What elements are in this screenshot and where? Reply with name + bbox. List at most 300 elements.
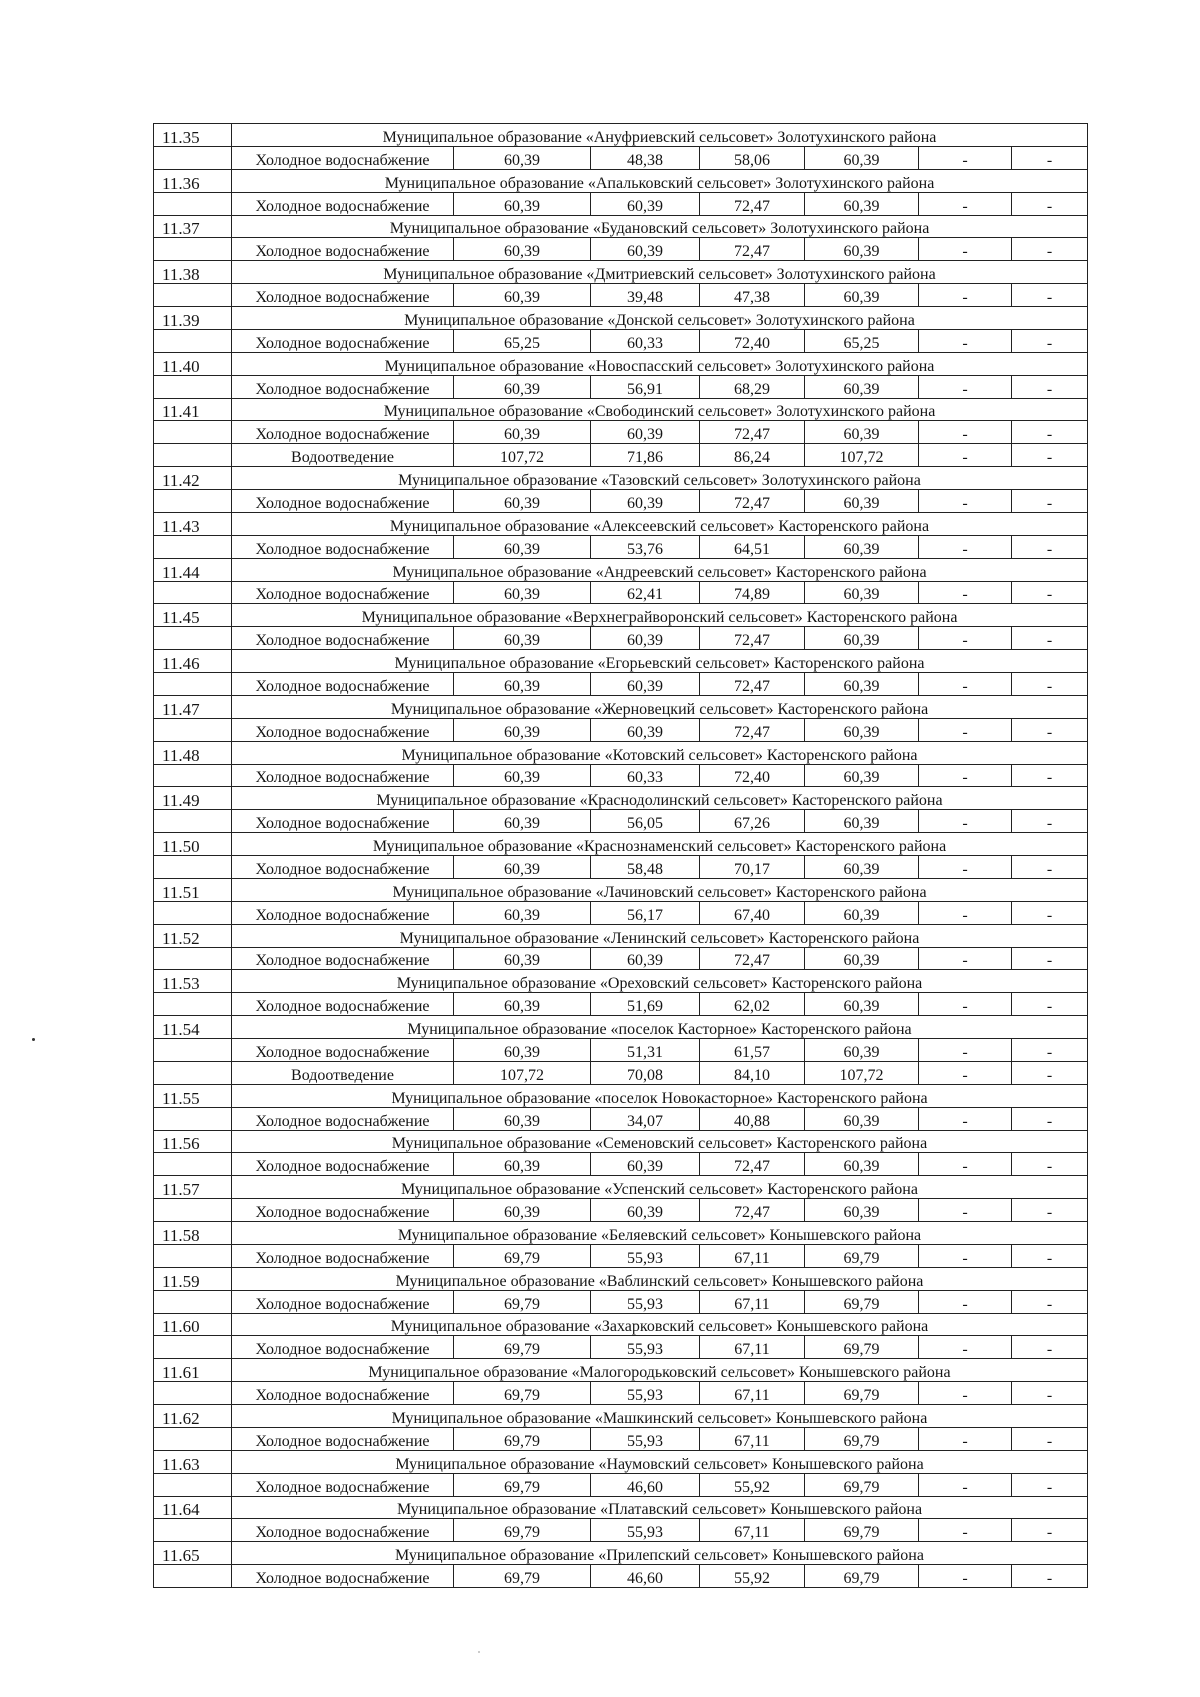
- tariff-value: 69,79: [454, 1519, 591, 1542]
- table-row: [154, 1290, 1088, 1313]
- service-name: Холодное водоснабжение: [232, 1039, 454, 1062]
- section-number: 11.38: [154, 261, 232, 284]
- table-row: [154, 238, 1088, 261]
- section-header-row: [154, 1496, 1088, 1519]
- tariff-value: 69,79: [805, 1473, 919, 1496]
- tariff-value: 60,39: [454, 284, 591, 307]
- empty-number-cell: [154, 764, 232, 787]
- tariff-value: 55,93: [591, 1382, 700, 1405]
- table-row: [154, 329, 1088, 352]
- service-name: Холодное водоснабжение: [232, 1153, 454, 1176]
- tariff-value: 69,79: [805, 1382, 919, 1405]
- empty-number-cell: [154, 810, 232, 833]
- tariff-value: 60,39: [454, 490, 591, 513]
- section-title: Муниципальное образование «Ануфриевский сельсовет» Золотухинского района: [232, 124, 1088, 147]
- tariff-value: 84,10: [700, 1061, 805, 1084]
- empty-number-cell: [154, 375, 232, 398]
- section-number: 11.65: [154, 1542, 232, 1565]
- tariff-value: 72,47: [700, 490, 805, 513]
- section-number: 11.45: [154, 604, 232, 627]
- tariff-value: 107,72: [454, 1061, 591, 1084]
- section-header-row: [154, 650, 1088, 673]
- service-name: Холодное водоснабжение: [232, 238, 454, 261]
- tariff-value: -: [919, 329, 1012, 352]
- service-name: Холодное водоснабжение: [232, 673, 454, 696]
- tariff-value: 60,39: [805, 993, 919, 1016]
- tariff-value: 60,39: [454, 1199, 591, 1222]
- tariff-value: 60,39: [805, 421, 919, 444]
- tariff-value: -: [1012, 1061, 1088, 1084]
- tariff-value: 72,47: [700, 673, 805, 696]
- table-row: [154, 764, 1088, 787]
- section-title: Муниципальное образование «Малогородьковский сельсовет» Конышевского района: [232, 1359, 1088, 1382]
- tariff-value: -: [919, 1061, 1012, 1084]
- section-number: 11.41: [154, 398, 232, 421]
- empty-number-cell: [154, 1107, 232, 1130]
- tariff-value: 86,24: [700, 444, 805, 467]
- empty-number-cell: [154, 444, 232, 467]
- tariff-value: -: [919, 1382, 1012, 1405]
- section-number: 11.55: [154, 1084, 232, 1107]
- tariff-value: 72,47: [700, 947, 805, 970]
- empty-number-cell: [154, 581, 232, 604]
- tariff-value: -: [919, 1519, 1012, 1542]
- service-name: Холодное водоснабжение: [232, 810, 454, 833]
- tariff-value: 69,79: [805, 1336, 919, 1359]
- tariff-value: 60,39: [805, 1199, 919, 1222]
- tariff-value: 60,39: [454, 1153, 591, 1176]
- section-title: Муниципальное образование «Котовский сельсовет» Касторенского района: [232, 741, 1088, 764]
- section-number: 11.58: [154, 1222, 232, 1245]
- tariff-table: [153, 123, 1088, 1588]
- tariff-value: 69,79: [454, 1565, 591, 1588]
- section-number: 11.52: [154, 924, 232, 947]
- service-name: Холодное водоснабжение: [232, 581, 454, 604]
- tariff-value: 69,79: [454, 1427, 591, 1450]
- tariff-value: 60,39: [454, 810, 591, 833]
- table-row: [154, 444, 1088, 467]
- tariff-value: 60,39: [591, 718, 700, 741]
- tariff-value: 60,39: [805, 238, 919, 261]
- tariff-value: -: [919, 947, 1012, 970]
- empty-number-cell: [154, 1565, 232, 1588]
- tariff-value: 67,11: [700, 1519, 805, 1542]
- section-header-row: [154, 1267, 1088, 1290]
- section-header-row: [154, 1016, 1088, 1039]
- section-header-row: [154, 695, 1088, 718]
- tariff-value: -: [919, 1565, 1012, 1588]
- tariff-value: 67,26: [700, 810, 805, 833]
- tariff-value: 74,89: [700, 581, 805, 604]
- tariff-value: 51,31: [591, 1039, 700, 1062]
- section-header-row: [154, 787, 1088, 810]
- section-title: Муниципальное образование «Апальковский сельсовет» Золотухинского района: [232, 169, 1088, 192]
- empty-number-cell: [154, 901, 232, 924]
- service-name: Холодное водоснабжение: [232, 901, 454, 924]
- section-title: Муниципальное образование «Будановский сельсовет» Золотухинского района: [232, 215, 1088, 238]
- tariff-value: 60,33: [591, 329, 700, 352]
- tariff-value: 60,39: [454, 238, 591, 261]
- service-name: Холодное водоснабжение: [232, 375, 454, 398]
- section-number: 11.60: [154, 1313, 232, 1336]
- tariff-value: -: [919, 535, 1012, 558]
- service-name: Холодное водоснабжение: [232, 1336, 454, 1359]
- tariff-value: 46,60: [591, 1565, 700, 1588]
- tariff-value: 60,39: [805, 284, 919, 307]
- tariff-value: -: [919, 238, 1012, 261]
- service-name: Холодное водоснабжение: [232, 284, 454, 307]
- tariff-value: -: [1012, 718, 1088, 741]
- tariff-value: 56,05: [591, 810, 700, 833]
- section-title: Муниципальное образование «Машкинский сельсовет» Конышевского района: [232, 1405, 1088, 1428]
- tariff-value: 67,40: [700, 901, 805, 924]
- section-number: 11.42: [154, 467, 232, 490]
- tariff-value: -: [919, 1107, 1012, 1130]
- tariff-value: 34,07: [591, 1107, 700, 1130]
- tariff-value: 39,48: [591, 284, 700, 307]
- tariff-value: -: [1012, 1519, 1088, 1542]
- tariff-value: 69,79: [805, 1244, 919, 1267]
- tariff-value: 60,39: [454, 627, 591, 650]
- tariff-value: 60,39: [454, 673, 591, 696]
- section-number: 11.39: [154, 307, 232, 330]
- tariff-value: 60,39: [805, 947, 919, 970]
- tariff-value: 69,79: [454, 1473, 591, 1496]
- empty-number-cell: [154, 1199, 232, 1222]
- section-header-row: [154, 512, 1088, 535]
- tariff-value: 107,72: [805, 444, 919, 467]
- tariff-value: 72,47: [700, 718, 805, 741]
- tariff-value: -: [919, 810, 1012, 833]
- tariff-value: -: [1012, 1565, 1088, 1588]
- tariff-value: -: [919, 421, 1012, 444]
- table-row: [154, 1107, 1088, 1130]
- tariff-value: -: [919, 192, 1012, 215]
- section-number: 11.63: [154, 1450, 232, 1473]
- tariff-value: 47,38: [700, 284, 805, 307]
- tariff-value: 69,79: [805, 1565, 919, 1588]
- tariff-value: -: [919, 993, 1012, 1016]
- table-row: [154, 1061, 1088, 1084]
- section-title: Муниципальное образование «Краснознаменский сельсовет» Касторенского района: [232, 833, 1088, 856]
- empty-number-cell: [154, 1473, 232, 1496]
- table-row: [154, 627, 1088, 650]
- tariff-value: -: [1012, 1382, 1088, 1405]
- table-row: [154, 1427, 1088, 1450]
- section-number: 11.40: [154, 352, 232, 375]
- section-title: Муниципальное образование «Семеновский сельсовет» Касторенского района: [232, 1130, 1088, 1153]
- empty-number-cell: [154, 490, 232, 513]
- table-row: [154, 1519, 1088, 1542]
- tariff-value: 67,11: [700, 1382, 805, 1405]
- section-header-row: [154, 1542, 1088, 1565]
- section-header-row: [154, 878, 1088, 901]
- section-title: Муниципальное образование «Платавский сельсовет» Конышевского района: [232, 1496, 1088, 1519]
- tariff-value: 64,51: [700, 535, 805, 558]
- section-header-row: [154, 1405, 1088, 1428]
- tariff-value: -: [1012, 810, 1088, 833]
- tariff-value: 60,39: [805, 1039, 919, 1062]
- section-title: Муниципальное образование «Беляевский сельсовет» Конышевского района: [232, 1222, 1088, 1245]
- table-row: [154, 375, 1088, 398]
- service-name: Холодное водоснабжение: [232, 1519, 454, 1542]
- table-row: [154, 1039, 1088, 1062]
- section-number: 11.46: [154, 650, 232, 673]
- tariff-value: 72,47: [700, 238, 805, 261]
- section-number: 11.49: [154, 787, 232, 810]
- tariff-value: 60,39: [591, 1199, 700, 1222]
- tariff-value: -: [1012, 581, 1088, 604]
- section-number: 11.51: [154, 878, 232, 901]
- table-row: [154, 490, 1088, 513]
- section-number: 11.54: [154, 1016, 232, 1039]
- tariff-value: 48,38: [591, 146, 700, 169]
- tariff-value: 46,60: [591, 1473, 700, 1496]
- tariff-value: 60,39: [805, 856, 919, 879]
- tariff-value: 72,40: [700, 764, 805, 787]
- service-name: Холодное водоснабжение: [232, 1382, 454, 1405]
- tariff-value: 60,39: [591, 1153, 700, 1176]
- tariff-value: 55,93: [591, 1290, 700, 1313]
- section-number: 11.59: [154, 1267, 232, 1290]
- tariff-value: 61,57: [700, 1039, 805, 1062]
- section-number: 11.47: [154, 695, 232, 718]
- empty-number-cell: [154, 718, 232, 741]
- tariff-value: 62,02: [700, 993, 805, 1016]
- tariff-value: 60,39: [805, 581, 919, 604]
- tariff-value: -: [1012, 444, 1088, 467]
- service-name: Водоотведение: [232, 444, 454, 467]
- empty-number-cell: [154, 1427, 232, 1450]
- service-name: Холодное водоснабжение: [232, 993, 454, 1016]
- tariff-value: 40,88: [700, 1107, 805, 1130]
- section-header-row: [154, 124, 1088, 147]
- tariff-value: -: [1012, 673, 1088, 696]
- tariff-value: -: [1012, 1039, 1088, 1062]
- tariff-value: -: [1012, 284, 1088, 307]
- tariff-value: 69,79: [454, 1336, 591, 1359]
- tariff-value: 58,06: [700, 146, 805, 169]
- tariff-value: 69,79: [805, 1519, 919, 1542]
- tariff-value: -: [1012, 627, 1088, 650]
- tariff-value: 60,39: [591, 627, 700, 650]
- tariff-value: -: [1012, 1199, 1088, 1222]
- tariff-value: -: [1012, 329, 1088, 352]
- tariff-value: -: [919, 718, 1012, 741]
- table-row: [154, 718, 1088, 741]
- table-row: [154, 1153, 1088, 1176]
- table-row: [154, 146, 1088, 169]
- tariff-value: -: [1012, 192, 1088, 215]
- tariff-value: 68,29: [700, 375, 805, 398]
- section-header-row: [154, 1450, 1088, 1473]
- section-title: Муниципальное образование «поселок Касторное» Касторенского района: [232, 1016, 1088, 1039]
- tariff-value: -: [1012, 1427, 1088, 1450]
- table-row: [154, 1336, 1088, 1359]
- table-row: [154, 284, 1088, 307]
- service-name: Холодное водоснабжение: [232, 1199, 454, 1222]
- tariff-value: 60,39: [591, 490, 700, 513]
- tariff-value: 70,08: [591, 1061, 700, 1084]
- service-name: Холодное водоснабжение: [232, 1107, 454, 1130]
- section-title: Муниципальное образование «Захарковский сельсовет» Конышевского района: [232, 1313, 1088, 1336]
- tariff-value: 58,48: [591, 856, 700, 879]
- empty-number-cell: [154, 627, 232, 650]
- empty-number-cell: [154, 284, 232, 307]
- tariff-value: 55,93: [591, 1336, 700, 1359]
- tariff-value: 55,92: [700, 1473, 805, 1496]
- section-title: Муниципальное образование «Донской сельсовет» Золотухинского района: [232, 307, 1088, 330]
- tariff-value: -: [1012, 1153, 1088, 1176]
- table-row: [154, 421, 1088, 444]
- table-row: [154, 673, 1088, 696]
- tariff-value: 69,79: [454, 1244, 591, 1267]
- tariff-value: 55,93: [591, 1519, 700, 1542]
- table-row: [154, 1244, 1088, 1267]
- tariff-value: 62,41: [591, 581, 700, 604]
- service-name: Холодное водоснабжение: [232, 1290, 454, 1313]
- empty-number-cell: [154, 146, 232, 169]
- tariff-value: 60,39: [454, 901, 591, 924]
- table-row: [154, 535, 1088, 558]
- tariff-value: 60,39: [591, 238, 700, 261]
- section-header-row: [154, 215, 1088, 238]
- empty-number-cell: [154, 329, 232, 352]
- tariff-value: 60,39: [805, 375, 919, 398]
- section-title: Муниципальное образование «Ваблинский сельсовет» Конышевского района: [232, 1267, 1088, 1290]
- tariff-value: -: [919, 1153, 1012, 1176]
- empty-number-cell: [154, 1519, 232, 1542]
- tariff-value: 60,39: [454, 1107, 591, 1130]
- tariff-value: 70,17: [700, 856, 805, 879]
- stray-mark: [478, 1651, 480, 1653]
- tariff-value: -: [919, 375, 1012, 398]
- tariff-value: 69,79: [805, 1427, 919, 1450]
- section-number: 11.43: [154, 512, 232, 535]
- tariff-value: -: [1012, 1244, 1088, 1267]
- section-header-row: [154, 261, 1088, 284]
- section-number: 11.44: [154, 558, 232, 581]
- tariff-value: -: [919, 1427, 1012, 1450]
- tariff-value: -: [919, 673, 1012, 696]
- tariff-value: 67,11: [700, 1336, 805, 1359]
- section-title: Муниципальное образование «Ореховский сельсовет» Касторенского района: [232, 970, 1088, 993]
- section-title: Муниципальное образование «Новоспасский сельсовет» Золотухинского района: [232, 352, 1088, 375]
- table-row: [154, 901, 1088, 924]
- section-number: 11.48: [154, 741, 232, 764]
- tariff-value: 60,33: [591, 764, 700, 787]
- section-header-row: [154, 398, 1088, 421]
- section-header-row: [154, 467, 1088, 490]
- tariff-value: 69,79: [805, 1290, 919, 1313]
- section-number: 11.56: [154, 1130, 232, 1153]
- tariff-value: 60,39: [805, 673, 919, 696]
- tariff-value: 60,39: [805, 490, 919, 513]
- empty-number-cell: [154, 856, 232, 879]
- tariff-value: 60,39: [805, 1107, 919, 1130]
- tariff-value: 69,79: [454, 1382, 591, 1405]
- section-header-row: [154, 1313, 1088, 1336]
- tariff-value: 60,39: [454, 535, 591, 558]
- empty-number-cell: [154, 238, 232, 261]
- tariff-value: 72,47: [700, 1199, 805, 1222]
- tariff-value: 72,47: [700, 421, 805, 444]
- tariff-value: 65,25: [805, 329, 919, 352]
- tariff-value: -: [919, 490, 1012, 513]
- table-row: [154, 581, 1088, 604]
- tariff-value: 60,39: [591, 421, 700, 444]
- section-header-row: [154, 558, 1088, 581]
- tariff-value: -: [919, 901, 1012, 924]
- section-title: Муниципальное образование «поселок Новокасторное» Касторенского района: [232, 1084, 1088, 1107]
- tariff-value: -: [1012, 901, 1088, 924]
- empty-number-cell: [154, 993, 232, 1016]
- service-name: Холодное водоснабжение: [232, 1565, 454, 1588]
- tariff-value: 69,79: [454, 1290, 591, 1313]
- tariff-value: 60,39: [805, 146, 919, 169]
- tariff-value: 60,39: [591, 192, 700, 215]
- tariff-value: 60,39: [454, 856, 591, 879]
- tariff-value: 55,93: [591, 1427, 700, 1450]
- section-header-row: [154, 169, 1088, 192]
- tariff-value: 60,39: [805, 192, 919, 215]
- table-row: [154, 810, 1088, 833]
- tariff-value: 60,39: [454, 192, 591, 215]
- tariff-value: 107,72: [805, 1061, 919, 1084]
- service-name: Холодное водоснабжение: [232, 490, 454, 513]
- tariff-value: 72,40: [700, 329, 805, 352]
- section-number: 11.61: [154, 1359, 232, 1382]
- empty-number-cell: [154, 1244, 232, 1267]
- tariff-value: 60,39: [454, 1039, 591, 1062]
- tariff-value: -: [1012, 1473, 1088, 1496]
- tariff-value: -: [919, 856, 1012, 879]
- section-header-row: [154, 1222, 1088, 1245]
- section-header-row: [154, 352, 1088, 375]
- tariff-value: 60,39: [805, 1153, 919, 1176]
- section-header-row: [154, 604, 1088, 627]
- section-title: Муниципальное образование «Свободинский сельсовет» Золотухинского района: [232, 398, 1088, 421]
- tariff-value: 55,93: [591, 1244, 700, 1267]
- section-header-row: [154, 741, 1088, 764]
- table-row: [154, 1565, 1088, 1588]
- empty-number-cell: [154, 1382, 232, 1405]
- tariff-value: -: [1012, 421, 1088, 444]
- tariff-value: 60,39: [454, 375, 591, 398]
- tariff-value: 60,39: [805, 901, 919, 924]
- tariff-value: 51,69: [591, 993, 700, 1016]
- tariff-value: -: [919, 1199, 1012, 1222]
- section-title: Муниципальное образование «Успенский сельсовет» Касторенского района: [232, 1176, 1088, 1199]
- section-number: 11.35: [154, 124, 232, 147]
- tariff-value: 72,47: [700, 1153, 805, 1176]
- section-header-row: [154, 970, 1088, 993]
- tariff-value: -: [1012, 238, 1088, 261]
- section-number: 11.36: [154, 169, 232, 192]
- tariff-value: -: [1012, 1336, 1088, 1359]
- tariff-value: 72,47: [700, 627, 805, 650]
- empty-number-cell: [154, 1290, 232, 1313]
- tariff-value: 60,39: [454, 947, 591, 970]
- tariff-value: 56,17: [591, 901, 700, 924]
- section-title: Муниципальное образование «Жерновецкий сельсовет» Касторенского района: [232, 695, 1088, 718]
- table-row: [154, 856, 1088, 879]
- tariff-value: -: [1012, 490, 1088, 513]
- tariff-value: 56,91: [591, 375, 700, 398]
- service-name: Холодное водоснабжение: [232, 1473, 454, 1496]
- service-name: Холодное водоснабжение: [232, 718, 454, 741]
- table-row: [154, 1382, 1088, 1405]
